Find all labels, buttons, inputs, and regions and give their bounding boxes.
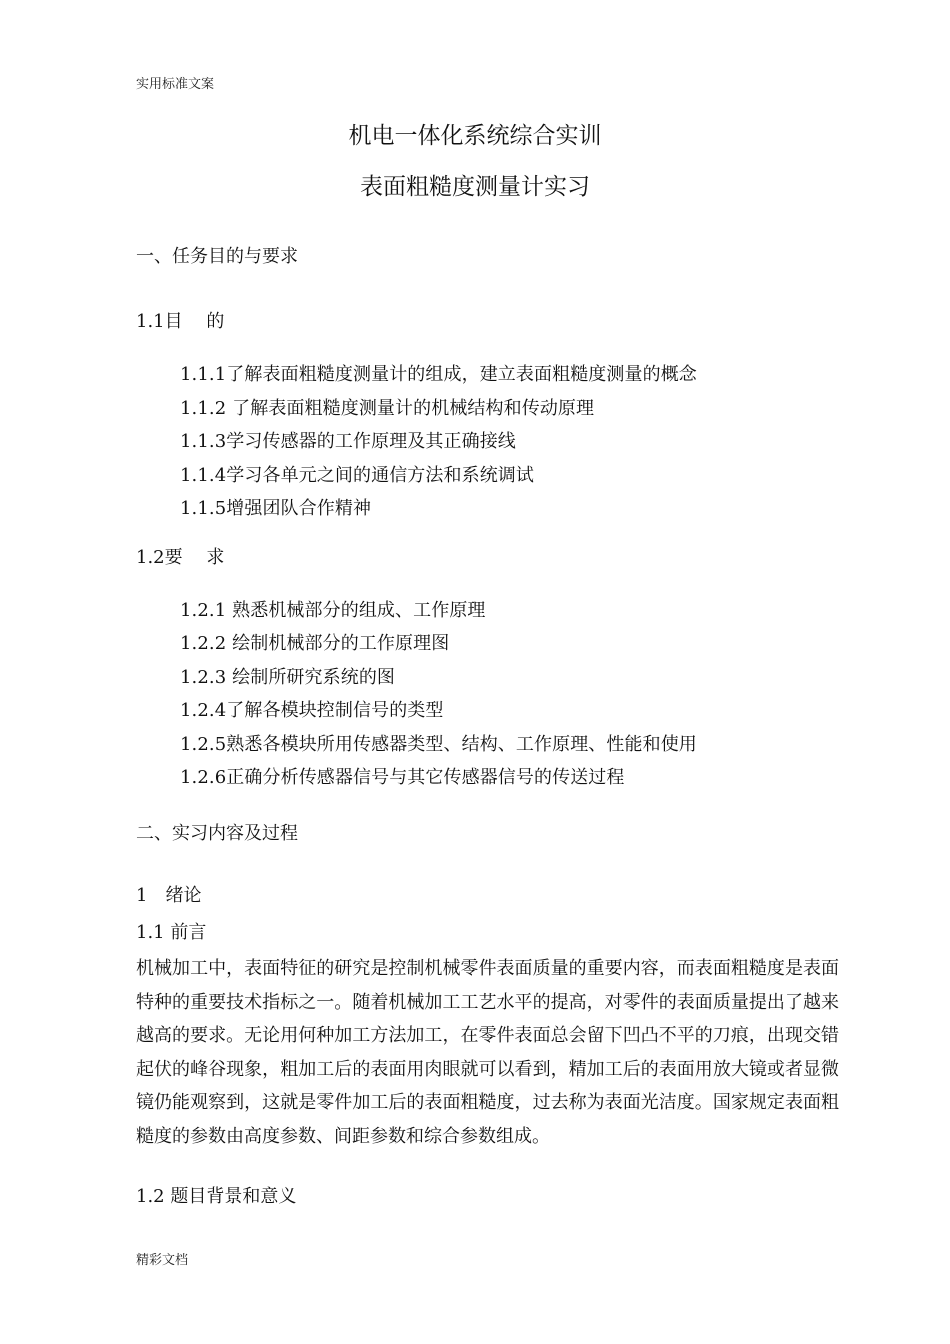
requirement-item: 1.2.5熟悉各模块所用传感器类型、结构、工作原理、性能和使用 xyxy=(180,734,697,755)
footer-note: 精彩文档 xyxy=(136,1253,189,1268)
subheading-requirements: 1.2要 求 xyxy=(136,547,225,568)
requirement-item: 1.2.6正确分析传感器信号与其它传感器信号的传送过程 xyxy=(180,767,625,788)
chapter-heading: 1 绪论 xyxy=(136,885,202,906)
requirement-item: 1.2.2 绘制机械部分的工作原理图 xyxy=(180,633,450,654)
purpose-item: 1.1.2 了解表面粗糙度测量计的机械结构和传动原理 xyxy=(180,398,595,419)
requirement-item: 1.2.1 熟悉机械部分的组成、工作原理 xyxy=(180,600,486,621)
document-subtitle: 表面粗糙度测量计实习 xyxy=(360,174,590,200)
requirement-item: 1.2.3 绘制所研究系统的图 xyxy=(180,667,396,688)
subheading-purpose: 1.1目 的 xyxy=(136,311,225,332)
section-heading-content: 二、实习内容及过程 xyxy=(136,823,298,844)
purpose-item: 1.1.4学习各单元之间的通信方法和系统调试 xyxy=(180,465,534,486)
requirement-item: 1.2.4了解各模块控制信号的类型 xyxy=(180,700,444,721)
purpose-item: 1.1.5增强团队合作精神 xyxy=(180,498,372,519)
header-note: 实用标准文案 xyxy=(136,77,215,92)
preface-heading: 1.1 前言 xyxy=(136,922,207,943)
preface-paragraph: 机械加工中，表面特征的研究是控制机械零件表面质量的重要内容，而表面粗糙度是表面特种的重要技术指标之一。随着机械加工工艺水平的提高，对零件的表面质量提出了越来越高的要求。无论用何种加工方法加工，在零件表面总会留下凹凸不平的刀痕，出现交错起伏的峰谷现象，粗加工后的表面用肉眼就可以看到，精加工后的表面用放大镜或者显微镜仍能观察到，这就是零件加工后的表面粗糙度，过去称为表面光洁度。国家规定表面粗糙度的参数由高度参数、间距参数和综合参数组成。 xyxy=(136,958,839,1147)
purpose-item: 1.1.3学习传感器的工作原理及其正确接线 xyxy=(180,431,516,452)
document-title: 机电一体化系统综合实训 xyxy=(348,123,602,149)
purpose-item: 1.1.1了解表面粗糙度测量计的组成，建立表面粗糙度测量的概念 xyxy=(180,364,697,385)
section-heading-goals: 一、任务目的与要求 xyxy=(136,246,298,267)
background-heading: 1.2 题目背景和意义 xyxy=(136,1186,297,1207)
